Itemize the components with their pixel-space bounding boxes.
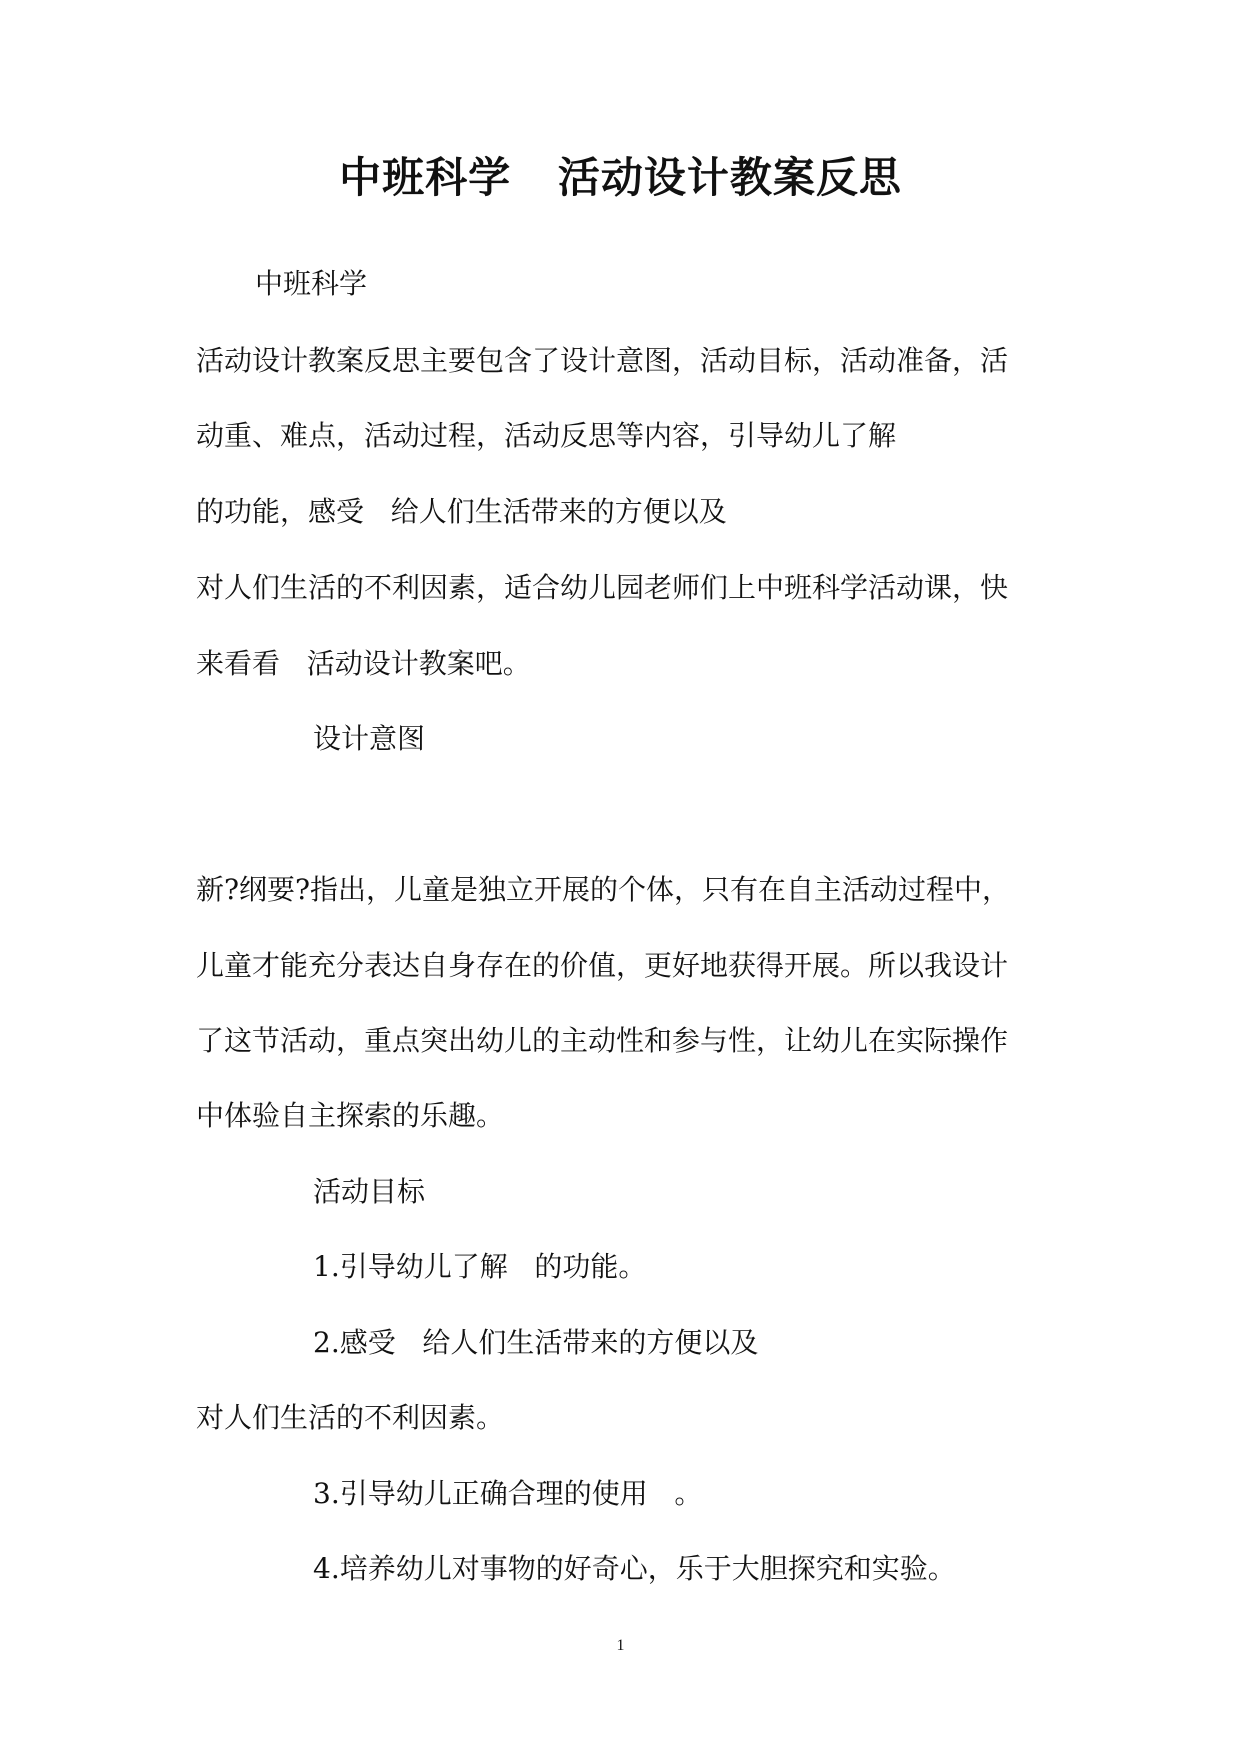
paragraph-line: 动重、难点，活动过程，活动反思等内容，引导幼儿了解 [196,419,897,452]
goal-item-2-continued: 对人们生活的不利因素。 [196,1401,505,1434]
paragraph-line: 的功能，感受 给人们生活带来的方便以及 [196,495,727,528]
paragraph-line: 了这节活动，重点突出幼儿的主动性和参与性，让幼儿在实际操作 [196,1024,1009,1057]
paragraph-line: 儿童才能充分表达自身存在的价值，更好地获得开展。所以我设计 [196,949,1009,982]
goal-item-1: 1.引导幼儿了解 的功能。 [313,1250,647,1283]
section-heading-goals: 活动目标 [313,1175,426,1208]
paragraph-line: 活动设计教案反思主要包含了设计意图，活动目标，活动准备，活 [196,344,1009,377]
paragraph-line: 中体验自主探索的乐趣。 [196,1099,505,1132]
goal-item-3: 3.引导幼儿正确合理的使用 。 [313,1477,703,1510]
goal-item-2: 2.感受 给人们生活带来的方便以及 [313,1326,759,1359]
page-number: 1 [616,1637,625,1654]
paragraph-line: 对人们生活的不利因素，适合幼儿园老师们上中班科学活动课，快 [196,571,1009,604]
paragraph-line: 来看看 活动设计教案吧。 [196,647,531,680]
goal-item-4: 4.培养幼儿对事物的好奇心，乐于大胆探究和实验。 [313,1552,956,1585]
paragraph-line: 新?纲要?指出，儿童是独立开展的个体，只有在自主活动过程中， [196,873,1011,906]
intro-subject-line: 中班科学 [255,267,368,300]
section-heading-design-intent: 设计意图 [313,722,426,755]
document-title: 中班科学 活动设计教案反思 [339,153,902,202]
